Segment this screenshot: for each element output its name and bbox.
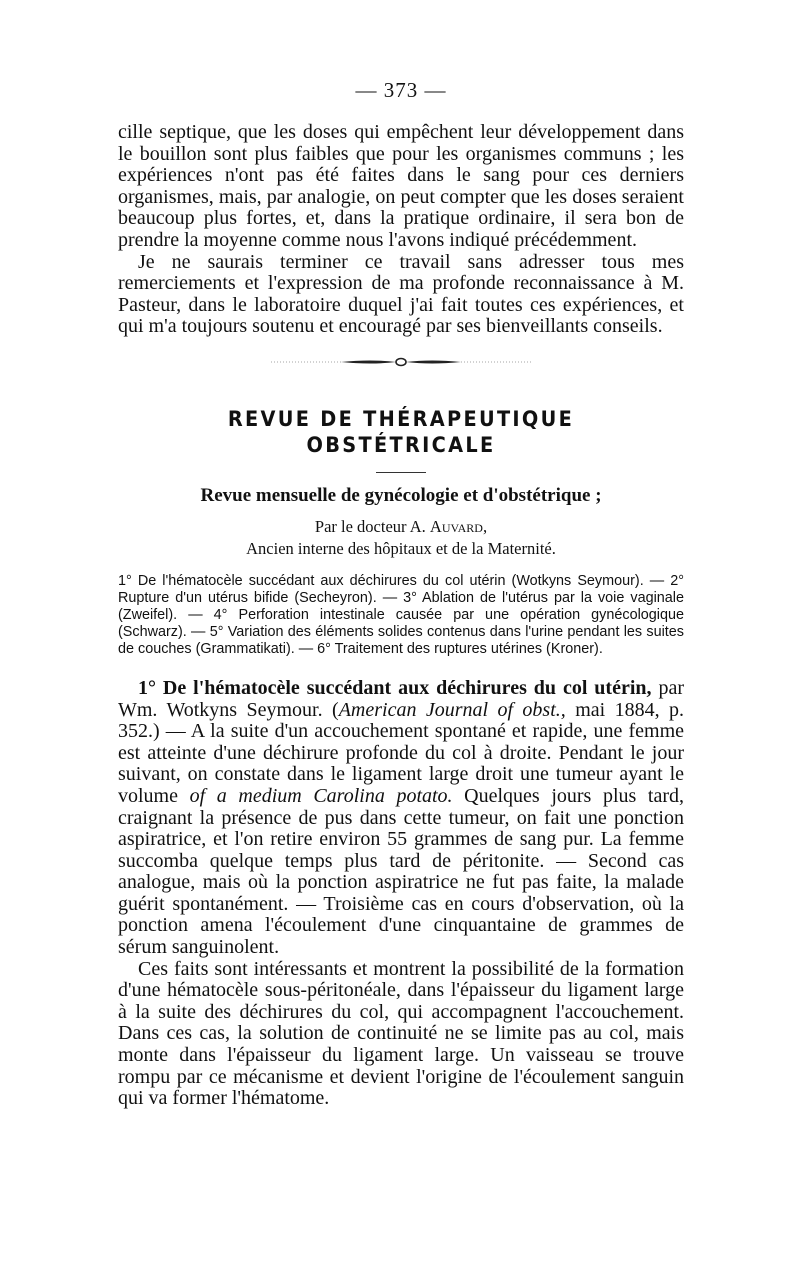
author-role: Ancien interne des hôpitaux et de la Maternité. [246,538,556,558]
english-phrase: of a medium Carolina potato. [189,784,453,807]
review-subtitle: Revue mensuelle de gynécologie et d'obstétrique ; [200,484,602,506]
journal-citation: American Journal of obst., [338,698,566,721]
section-title: REVUE DE THÉRAPEUTIQUE OBSTÉTRICALE [227,406,575,457]
article-heading: 1° De l'hématocèle succédant aux déchirures du col utérin, [138,676,652,699]
author-byline [118,517,684,537]
author-name: Auvard, [429,516,488,536]
title-rule [376,472,426,473]
article-1 [118,678,684,1110]
article-paragraph-1 [118,678,684,959]
article-text-3: Quelques jours plus tard, craignant la présence de pus dans cette tumeur, on fait une ponction aspiratrice, et l'on retire environ 55 grammes de sang pur. La femme succomba quelque temps plus tard de péritonite. — Second cas analogue, mais où la ponction aspiratrice ne fut pas faite, la malade guérit spontanément. — Troisième cas en cours d'observation, où la ponction amena l'écoulement d'une cinquantaine de grammes de sérum sanguinolent. [118,784,684,959]
contents-summary: 1° De l'hématocèle succédant aux déchirures du col utérin (Wotkyns Seymour). — 2° Rupture d'un utérus bifide (Secheyron). — 3° Ablation de l'utérus par la voie vaginale (Zweifel). — 4° Perforation intestinale causée par une opération gynécologique (Schwarz). — 5° Variation des éléments solides contenus dans l'urine pendant les suites de couches (Grammatikati). — 6° Traitement des ruptures utérines (Kroner). [118,572,684,657]
article-conclusion: Ces faits sont intéressants et montrent la possibilité de la formation d'une hématocèle sous-péritonéale, dans l'épaisseur du ligament large à la suite des déchirures du col, qui accompagnent l'accouchement. Dans ces cas, la solution de continuité ne se limite pas au col, mais monte dans l'épaisseur du ligament large. Un vaisseau se trouve rompu par ce mécanisme et devient l'origine de l'écoulement sanguin qui va former l'hématome. [118,957,684,1110]
intro-paragraph-2: Je ne saurais terminer ce travail sans adresser tous mes remerciements et l'expression de ma profonde reconnaissance à M. Pasteur, dans le laboratoire duquel j'ai fait toutes ces expériences, et qui m'a toujours soutenu et encouragé par ses bienveillants conseils. [118,250,684,338]
article-text-2: mai 1884, p. 352.) — A la suite d'un accouchement spontané et rapide, une femme est atteinte d'une déchirure profonde du col à droite. Pendant le jour suivant, on constate dans le ligament large droit une tumeur ayant le volume [118,698,684,807]
ornament-divider [271,356,531,368]
article-text-1: par Wm. Wotkyns Seymour. ( [118,676,684,721]
page-number: — 373 — [355,78,447,102]
document-page [118,78,684,1110]
byline-prefix: Par le docteur A. [314,516,430,536]
intro-paragraph-1: cille septique, que les doses qui empêchent leur développement dans le bouillon sont plus faibles que pour les organismes communs ; les expériences n'ont pas été faites dans le sang pour ces derniers organismes, mais, par analogie, on peut compter que les doses seraient beaucoup plus fortes, et, dans la pratique ordinaire, il sera bon de prendre la moyenne comme nous l'avons indiqué précédemment. [118,121,684,251]
